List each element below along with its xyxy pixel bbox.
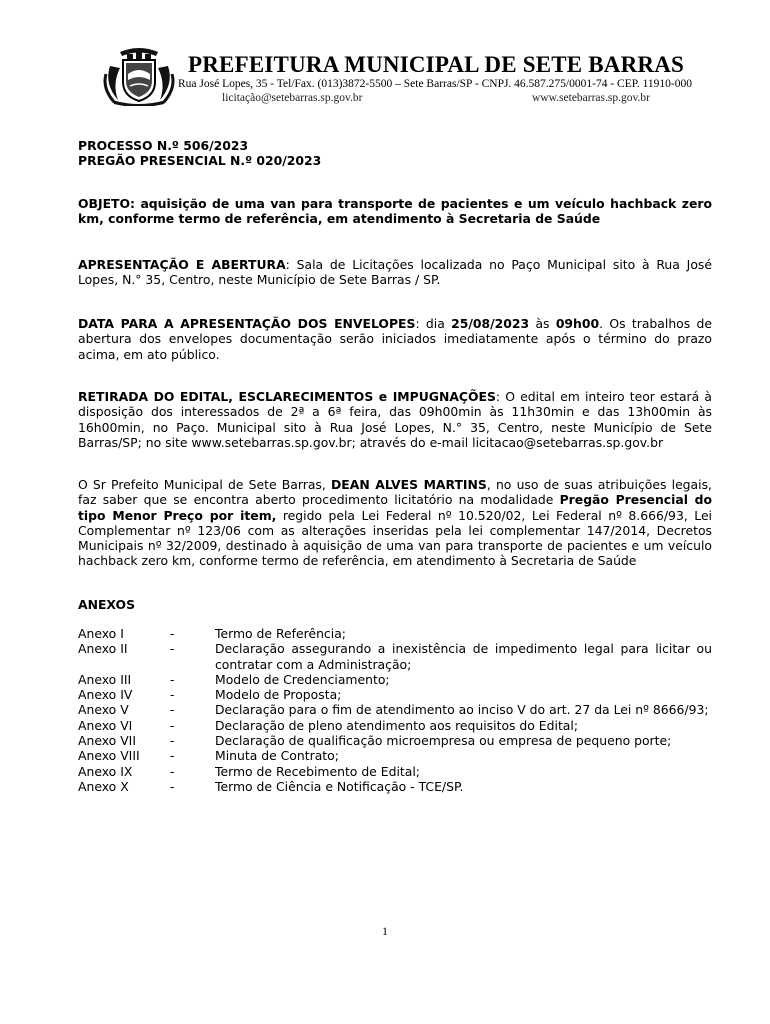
- annex-row: [78, 748, 712, 763]
- data-envelopes-mid: às: [529, 316, 556, 331]
- mayor-name: DEAN ALVES MARTINS: [331, 477, 487, 492]
- annex-dash: -: [170, 733, 175, 749]
- annex-description: Termo de Ciência e Notificação - TCE/SP.: [215, 778, 464, 794]
- municipal-coat-of-arms: [100, 44, 178, 106]
- annex-dash: -: [170, 641, 175, 657]
- annex-dash: -: [170, 671, 175, 687]
- header-title: PREFEITURA MUNICIPAL DE SETE BARRAS: [188, 52, 685, 77]
- preambulo-paragraph: [78, 477, 712, 569]
- annex-description: Modelo de Proposta;: [215, 687, 342, 703]
- annex-description: Minuta de Contrato;: [215, 748, 339, 764]
- annex-number: Anexo VII: [78, 733, 136, 749]
- header-address: Rua José Lopes, 35 - Tel/Fax. (013)3872-5500 – Sete Barras/SP - CNPJ. 46.587.275/0001-74 - CEP. 11910-000: [178, 78, 693, 90]
- annex-dash: -: [170, 702, 175, 718]
- data-envelopes-label: DATA PARA A APRESENTAÇÃO DOS ENVELOPES: [78, 316, 416, 331]
- annex-row: [78, 764, 712, 779]
- annex-row: [78, 687, 712, 702]
- objeto-paragraph: [78, 196, 712, 227]
- annex-row: [78, 718, 712, 733]
- annex-number: Anexo VIII: [78, 748, 140, 764]
- annex-description: Declaração de qualificação microempresa ou empresa de pequeno porte;: [215, 733, 672, 749]
- annex-number: Anexo X: [78, 778, 129, 794]
- annex-row: [78, 626, 712, 641]
- annex-dash: -: [170, 778, 175, 794]
- preambulo-text-1: O Sr Prefeito Municipal de Sete Barras,: [78, 477, 332, 492]
- objeto-text: OBJETO: aquisição de uma van para transporte de pacientes e um veículo hachback zero km, conforme termo de referência, em atendimento à Secretaria de Saúde: [78, 196, 712, 227]
- annex-dash: -: [170, 687, 175, 703]
- annex-description: Declaração de pleno atendimento aos requisitos do Edital;: [215, 717, 579, 733]
- pregao-number: PREGÃO PRESENCIAL N.º 020/2023: [78, 153, 322, 169]
- apresentacao-paragraph: [78, 257, 712, 288]
- letterhead: [100, 44, 700, 106]
- annex-dash: -: [170, 763, 175, 779]
- annex-description: Modelo de Credenciamento;: [215, 671, 390, 687]
- apresentacao-text: : Sala de Licitações localizada no Paço Municipal sito à Rua José Lopes, N.° 35, Centro, neste Município de Sete Barras / SP.: [78, 257, 712, 288]
- annex-description: Termo de Referência;: [215, 626, 346, 641]
- annex-dash: -: [170, 717, 175, 733]
- annex-dash: -: [170, 748, 175, 764]
- header-email: licitação@setebarras.sp.gov.br: [222, 92, 363, 104]
- annex-row: [78, 733, 712, 748]
- data-envelopes-paragraph: [78, 316, 712, 362]
- data-envelopes-pre: : dia: [415, 316, 452, 331]
- annex-row: [78, 641, 712, 672]
- modalidade: Pregão Presencial do tipo Menor Preço por item,: [78, 492, 712, 523]
- retirada-label: RETIRADA DO EDITAL, ESCLARECIMENTOS e IMPUGNAÇÕES: [78, 389, 496, 404]
- annex-description: Declaração para o fim de atendimento ao inciso V do art. 27 da Lei nº 8666/93;: [215, 702, 709, 718]
- annex-description: Termo de Recebimento de Edital;: [215, 763, 420, 779]
- annex-number: Anexo VI: [78, 717, 133, 733]
- opening-date: 25/08/2023: [451, 316, 530, 331]
- retirada-text: : O edital em inteiro teor estará à disposição dos interessados de 2ª a 6ª feira, das 09h00min às 11h30min e das 13h00min às 16h00min, no Paço. Municipal sito à Rua José Lopes, N.° 35, Centro, neste Município de Sete Barras/SP; no site www.setebarras.sp.gov.br; através do e-mail licitacao@setebarras.sp.gov.br: [78, 389, 712, 450]
- annex-number: Anexo II: [78, 641, 128, 657]
- apresentacao-label: APRESENTAÇÃO E ABERTURA: [78, 257, 286, 272]
- header-website: www.setebarras.sp.gov.br: [532, 92, 650, 104]
- preambulo-text-3: regido pela Lei Federal nº 10.520/02, Lei Federal nº 8.666/93, Lei Complementar nº 123/06 com as alterações inseridas pela lei complementar 147/2014, Decretos Municipais nº 32/2009, destinado à aquisição de uma van para transporte de pacientes e um veículo hachback zero km, conforme termo de referência, em atendimento à Secretaria de Saúde: [78, 507, 713, 569]
- annex-number: Anexo III: [78, 671, 132, 687]
- process-number: PROCESSO N.º 506/2023: [78, 138, 249, 153]
- annex-number: Anexo IX: [78, 763, 133, 779]
- retirada-paragraph: [78, 389, 712, 450]
- annex-row: [78, 702, 712, 717]
- process-block: [78, 138, 712, 169]
- data-envelopes-text: . Os trabalhos de abertura dos envelopes documentação serão iniciados imediatamente após o término do prazo acima, em ato público.: [78, 316, 712, 362]
- annex-number: Anexo V: [78, 702, 129, 718]
- anexos-heading: ANEXOS: [78, 597, 135, 612]
- anexos-heading-block: [78, 597, 712, 612]
- anexos-list: [78, 626, 712, 794]
- annex-dash: -: [170, 626, 175, 641]
- page-number: 1: [382, 924, 388, 938]
- annex-row: [78, 779, 712, 794]
- annex-number: Anexo IV: [78, 687, 133, 703]
- preambulo-text-2: , no uso de suas atribuições legais, faz saber que se encontra aberto procedimento licitatório na modalidade: [78, 477, 712, 508]
- annex-row: [78, 672, 712, 687]
- annex-description: Declaração assegurando a inexistência de impedimento legal para licitar ou contratar com a Administração;: [215, 641, 712, 672]
- annex-number: Anexo I: [78, 626, 124, 641]
- opening-time: 09h00: [555, 316, 600, 331]
